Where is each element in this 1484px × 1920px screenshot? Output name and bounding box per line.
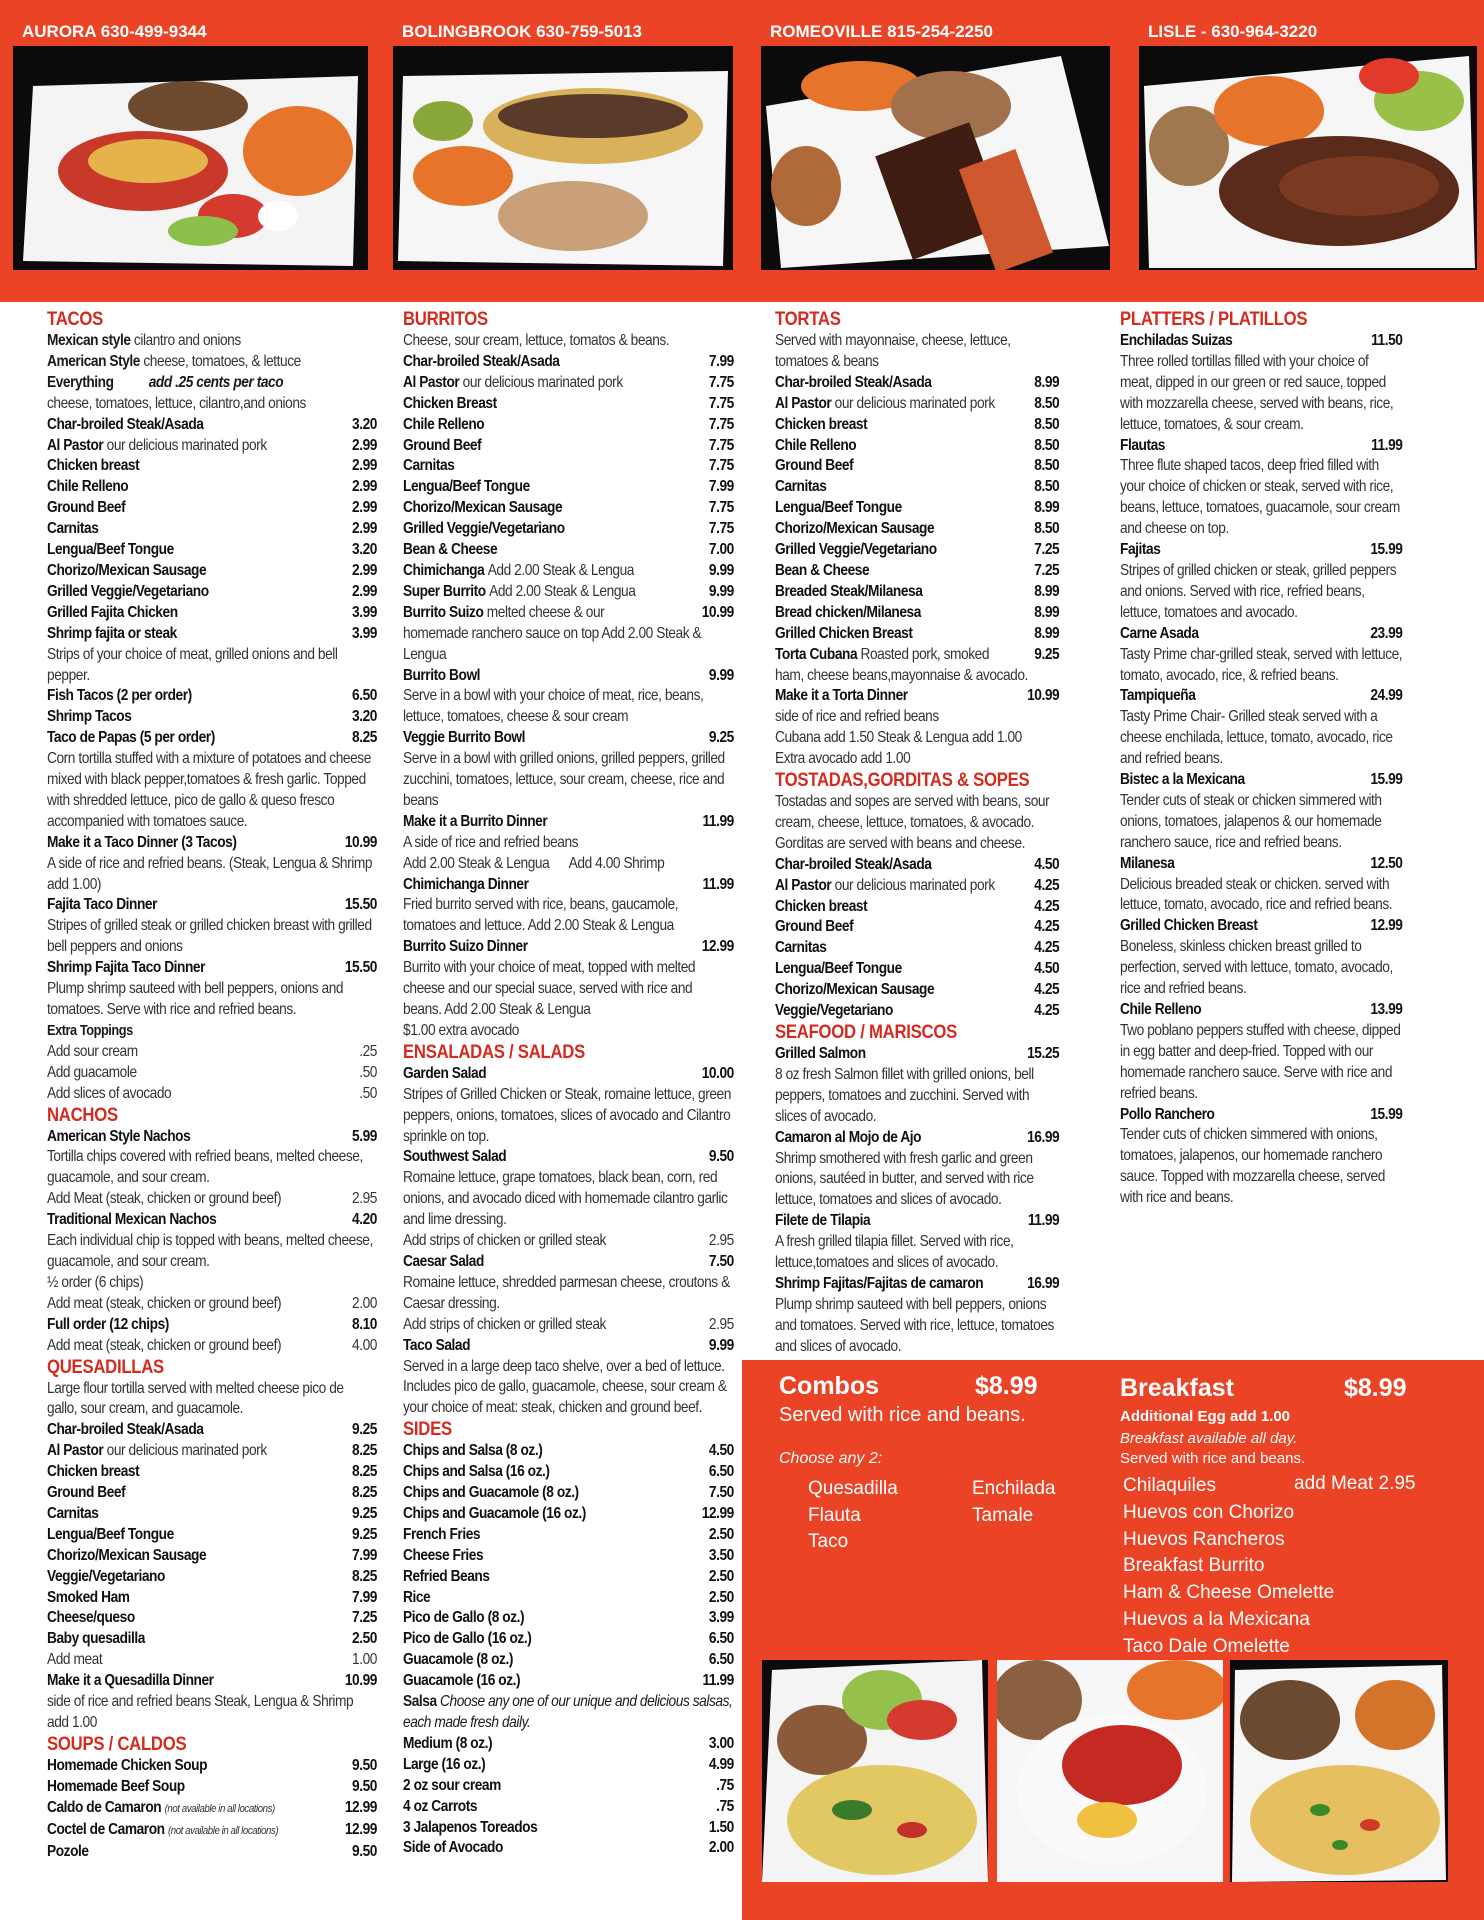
seafood-heading: SEAFOOD / MARISCOS (775, 1022, 957, 1043)
menu-item: Al Pastor our delicious marinated pork 4.25 (775, 876, 1060, 894)
menu-item: Chorizo/Mexican Sausage 2.99 (47, 561, 377, 579)
extra-toppings-title: Extra Toppings (47, 1022, 133, 1039)
item-desc: Tasty Prime char-grilled steak, served with lettuce, tomato, avocado, rice, & refried beans. (1120, 645, 1403, 684)
menu-item: Enchiladas Suizas 11.50 (1120, 332, 1403, 349)
menu-item: Ground Beef 7.75 (403, 436, 734, 454)
menu-item: Milanesa 12.50 (1120, 854, 1403, 872)
item-desc: Three rolled tortillas filled with your choice of meat, dipped in our green or red sauce, topped with mozzarella cheese, served with beans, rice, lettuce, tomatoes, & sour cream. (1120, 352, 1394, 433)
menu-item: Al Pastor our delicious marinated pork 8.50 (775, 394, 1060, 412)
menu-item: Fajitas 15.99 (1120, 541, 1403, 559)
breakfast-item: Chilaquiles (1123, 1475, 1216, 1496)
menu-item: Rice 2.50 (403, 1588, 734, 1606)
extra-topping-row: Add guacamole .50 (47, 1063, 377, 1081)
breakfast-available: Breakfast available all day. (1120, 1430, 1298, 1447)
menu-item: Bean & Cheese 7.00 (403, 541, 734, 559)
everything-desc: cheese, tomatoes, lettuce, cilantro,and onions (47, 394, 306, 412)
menu-item: Make it a Burrito Dinner 11.99 (403, 812, 734, 830)
item-desc: 8 oz fresh Salmon fillet with grilled onions, bell peppers, tomatoes and zucchini. Served with slices of avocado. (775, 1065, 1034, 1125)
menu-item: Chimichanga Dinner 11.99 (403, 875, 734, 893)
add-strips-row: Add strips of chicken or grilled steak 2.95 (403, 1315, 734, 1333)
menu-item: Chips and Salsa (16 oz.) 6.50 (403, 1463, 734, 1481)
item-desc: Tasty Prime Chair- Grilled steak served with a cheese enchilada, lettuce, tomato, avocado, rice and refried beans. (1120, 708, 1393, 768)
menu-item: Homemade Beef Soup 9.50 (47, 1777, 377, 1795)
menu-item: Lengua/Beef Tongue 8.99 (775, 499, 1060, 517)
menu-item: Medium (8 oz.) 3.00 (403, 1734, 734, 1752)
menu-item: Lengua/Beef Tongue 4.50 (775, 960, 1060, 978)
menu-item: Make it a Torta Dinner 10.99 (775, 687, 1060, 705)
breakfast-served: Served with rice and beans. (1120, 1450, 1306, 1467)
menu-item: Pico de Gallo (8 oz.) 3.99 (403, 1609, 734, 1627)
menu-item: Taco de Papas (5 per order) 8.25 (47, 729, 377, 747)
menu-item: Grilled Salmon 15.25 (775, 1045, 1060, 1062)
add-meat-row: Add meat (steak, chicken or ground beef) 2.00 (47, 1294, 377, 1312)
item-desc: Plump shrimp sauteed with bell peppers, onions and tomatoes. Served with rice, lettuce, tomatoes and slices of avocado. (775, 1295, 1054, 1355)
item-desc: Each individual chip is topped with beans, melted cheese, guacamole, and sour cream. (47, 1232, 373, 1270)
menu-item: Ground Beef 8.25 (47, 1484, 377, 1502)
add-meat-row: Add meat 1.00 (47, 1651, 377, 1669)
menu-item: Make it a Taco Dinner (3 Tacos) 10.99 (47, 833, 377, 851)
american-style-label: American Style (47, 352, 141, 370)
menu-item: Super Burrito Add 2.00 Steak & Lengua 9.99 (403, 582, 734, 600)
menu-item: Grilled Chicken Breast 12.99 (1120, 917, 1403, 935)
menu-item: Pico de Gallo (16 oz.) 6.50 (403, 1630, 734, 1648)
combos-title: Combos (779, 1372, 879, 1400)
breakfast-egg: Additional Egg add 1.00 (1120, 1408, 1291, 1425)
menu-item: Grilled Fajita Chicken 3.99 (47, 603, 377, 621)
menu-item: Coctel de Camaron (not available in all locations) 12.99 (47, 1820, 377, 1838)
menu-item: Carnitas 8.50 (775, 478, 1060, 496)
menu-item: Side of Avocado 2.00 (403, 1839, 734, 1857)
food-photo-rancheros (997, 1660, 1223, 1882)
food-photo-steak (761, 46, 1110, 270)
item-desc: Boneless, skinless chicken breast grilled to perfection, served with lettuce, tomato, avocado, rice and refried beans. (1120, 938, 1393, 998)
menu-item: French Fries 2.50 (403, 1525, 734, 1543)
item-desc: A fresh grilled tilapia fillet. Served with rice, lettuce,tomatoes and slices of avocado. (775, 1233, 1014, 1272)
menu-item: Pozole 9.50 (47, 1842, 377, 1860)
menu-item: Char-broiled Steak/Asada 3.20 (47, 415, 377, 433)
item-desc: Delicious breaded steak or chicken. served with lettuce, tomato, avocado, rice and refried beans. (1120, 875, 1393, 914)
combos-options-2 (972, 1476, 1055, 1529)
menu-item: Ground Beef 8.50 (775, 457, 1060, 475)
add-meat-row: Add meat (steak, chicken or ground beef) 4.00 (47, 1336, 377, 1354)
location-romeoville: ROMEOVILLE 815-254-2250 (770, 22, 993, 41)
food-photo-enchiladas (13, 46, 368, 270)
item-desc: A side of rice and refried beans. (Steak, Lengua & Shrimp add 1.00) (47, 854, 373, 893)
item-desc: Stripes of Grilled Chicken or Steak, romaine lettuce, green peppers, onions, tomatoes, slices of avocado and Cilantro sprinkle on top. (403, 1085, 731, 1145)
menu-item: Char-broiled Steak/Asada 9.25 (47, 1421, 377, 1439)
menu-item: Veggie Burrito Bowl 9.25 (403, 729, 734, 747)
combos-choose: Choose any 2: (779, 1450, 883, 1467)
menu-item: Shrimp Tacos 3.20 (47, 708, 377, 726)
soups-heading: SOUPS / CALDOS (47, 1733, 187, 1755)
location-bolingbrook: BOLINGBROOK 630-759-5013 (402, 22, 642, 41)
quesadillas-desc: Large flour tortilla served with melted cheese pico de gallo, sour cream, and guacamole. (47, 1379, 344, 1418)
menu-item: Grilled Veggie/Vegetariano 7.75 (403, 520, 734, 538)
menu-item: Chorizo/Mexican Sausage 7.75 (403, 499, 734, 517)
menu-item: Cheese/queso 7.25 (47, 1609, 377, 1627)
menu-item: Veggie/Vegetariano 8.25 (47, 1567, 377, 1585)
item-desc: Tender cuts of steak or chicken simmered with onions, tomatoes, jalapenos & our homemade ranchero sauce, rice and refried beans. (1120, 791, 1382, 851)
menu-item: Cheese Fries 3.50 (403, 1546, 734, 1564)
menu-item: Chile Relleno 7.75 (403, 415, 734, 433)
item-desc: Plump shrimp sauteed with bell peppers, onions and tomatoes. Serve with rice and refried beans. (47, 980, 344, 1018)
item-desc: Extra avocado add 1.00 (775, 750, 911, 768)
menu-column-1 (47, 309, 377, 1862)
menu-item: Carne Asada 23.99 (1120, 624, 1403, 642)
shrimp-fajita-desc: Strips of your choice of meat, grilled onions and bell pepper. (47, 645, 338, 684)
menu-item: Refried Beans 2.50 (403, 1567, 734, 1585)
tostadas-desc: Tostadas and sopes are served with beans, sour cream, cheese, lettuce, tomatoes, & avocado. Gorditas are served with beans and cheese. (775, 793, 1050, 852)
item-desc: $1.00 extra avocado (403, 1021, 519, 1039)
menu-item: Carnitas 2.99 (47, 520, 377, 538)
combo-option: Taco (808, 1531, 849, 1552)
menu-item: Shrimp fajita or steak 3.99 (47, 624, 377, 642)
breakfast-item: Huevos Rancheros (1123, 1528, 1285, 1550)
menu-item: Grilled Veggie/Vegetariano 7.25 (775, 541, 1060, 559)
item-desc: Stripes of grilled chicken or steak, grilled peppers and onions. Served with rice, refried beans, lettuce, tomatoes and avocado. (1120, 561, 1397, 621)
tortas-heading: TORTAS (775, 309, 841, 330)
breakfast-item: Breakfast Burrito (1123, 1555, 1265, 1577)
menu-item: Baby quesadilla 2.50 (47, 1630, 377, 1648)
menu-item: Southwest Salad 9.50 (403, 1148, 734, 1166)
menu-item: Chips and Guacamole (16 oz.) 12.99 (403, 1504, 734, 1522)
item-desc: Fried burrito served with rice, beans, gaucamole, tomatoes and lettuce. Add 2.00 Steak & Lengua (403, 896, 679, 935)
menu-item: Chimichanga Add 2.00 Steak & Lengua 9.99 (403, 561, 734, 579)
menu-item: Ground Beef 4.25 (775, 918, 1060, 936)
menu-item: Burrito Suizo Dinner 12.99 (403, 938, 734, 956)
menu-item: Garden Salad 10.00 (403, 1064, 734, 1082)
menu-item: Chile Relleno 2.99 (47, 478, 377, 496)
item-desc: Two poblano peppers stuffed with cheese, dipped in egg batter and deep-fried. Topped with our homemade ranchero sauce. Serve with rice and refried beans. (1120, 1021, 1401, 1102)
burritos-heading: BURRITOS (403, 309, 488, 330)
menu-item: Ground Beef 2.99 (47, 499, 377, 517)
menu-item: Chips and Salsa (8 oz.) 4.50 (403, 1442, 734, 1460)
menu-item: Guacamole (8 oz.) 6.50 (403, 1651, 734, 1669)
menu-item: Homemade Chicken Soup 9.50 (47, 1756, 377, 1774)
menu-item: Burrito Bowl 9.99 (403, 666, 734, 684)
breakfast-price: $8.99 (1344, 1374, 1407, 1402)
food-photo-omelette (1230, 1660, 1448, 1882)
item-desc: side of rice and refried beans Steak, Lengua & Shrimp add 1.00 (47, 1693, 354, 1731)
menu-item: 2 oz sour cream .75 (403, 1776, 734, 1794)
menu-item: American Style Nachos 5.99 (47, 1127, 377, 1145)
menu-item: Char-broiled Steak/Asada 7.99 (403, 352, 734, 370)
extra-topping-row: Add sour cream .25 (47, 1042, 377, 1060)
add-meat-row: Add Meat (steak, chicken or ground beef) 2.95 (47, 1190, 377, 1208)
item-desc: Served in a large deep taco shelve, over a bed of lettuce. Includes pico de gallo, guacamole, cheese, sour cream & your choice of meat: steak, chicken and ground beef. (403, 1357, 727, 1417)
menu-item: Traditional Mexican Nachos 4.20 (47, 1211, 377, 1229)
platters-heading: PLATTERS / PLATILLOS (1120, 309, 1308, 330)
breakfast-title: Breakfast (1120, 1374, 1234, 1402)
combo-option: Tamale (972, 1504, 1034, 1526)
item-desc: Tender cuts of chicken simmered with onions, tomatoes, jalapenos, our homemade ranchero sauce. Topped with mozzarella cheese, served with rice and beans. (1120, 1126, 1385, 1207)
menu-item: Chips and Guacamole (8 oz.) 7.50 (403, 1484, 734, 1502)
location-aurora: AURORA 630-499-9344 (22, 22, 207, 41)
food-photo-eggs (762, 1660, 988, 1882)
item-desc: Serve in a bowl with your choice of meat, rice, beans, lettuce, tomatoes, cheese & sour cream (403, 687, 704, 726)
quesadillas-heading: QUESADILLAS (47, 1356, 164, 1378)
mexican-style-label: Mexican style (47, 332, 131, 349)
combo-option: Flauta (808, 1504, 861, 1526)
menu-item: 3 Jalapenos Toreados 1.50 (403, 1818, 734, 1836)
breakfast-items (1123, 1473, 1334, 1661)
menu-item: Camaron al Mojo de Ajo 16.99 (775, 1128, 1060, 1146)
nachos-heading: NACHOS (47, 1104, 118, 1126)
item-desc: A side of rice and refried beans (403, 833, 579, 851)
menu-item: Torta Cubana Roasted pork, smoked 9.25 (775, 645, 1060, 663)
menu-item: Lengua/Beef Tongue 9.25 (47, 1525, 377, 1543)
food-photo-platter (1139, 46, 1477, 270)
menu-item: Burrito Suizo melted cheese & our 10.99 (403, 603, 734, 621)
menu-item: Flautas 11.99 (1120, 436, 1403, 454)
menu-column-2 (403, 309, 734, 1859)
menu-column-4 (1120, 309, 1402, 1209)
american-style-desc: cheese, tomatoes, & lettuce (143, 352, 301, 370)
combo-option: Enchilada (972, 1478, 1056, 1499)
item-desc: Tortilla chips covered with refried beans, melted cheese, guacamole, and sour cream. (47, 1148, 363, 1187)
menu-item: Breaded Steak/Milanesa 8.99 (775, 582, 1060, 600)
menu-item: Chicken breast 8.25 (47, 1463, 377, 1481)
menu-item: Filete de Tilapia 11.99 (775, 1212, 1060, 1230)
breakfast-item: Huevos con Chorizo (1123, 1501, 1295, 1523)
menu-item: Chicken breast 2.99 (47, 457, 377, 475)
menu-item: Chile Relleno 13.99 (1120, 1001, 1403, 1018)
menu-item: Shrimp Fajitas/Fajitas de camaron 16.99 (775, 1274, 1060, 1292)
menu-item: Large (16 oz.) 4.99 (403, 1755, 734, 1773)
menu-item: Veggie/Vegetariano 4.25 (775, 1002, 1060, 1020)
menu-item: Lengua/Beef Tongue 7.99 (403, 478, 734, 496)
papas-desc: Corn tortilla stuffed with a mixture of potatoes and cheese mixed with black pepper,tomatoes & fresh garlic. Topped with shredded lettuce, pico de gallo & queso fresco accompanied with tomatoes sauce. (47, 750, 371, 830)
item-desc: Cubana add 1.50 Steak & Lengua add 1.00 (775, 729, 1022, 747)
tostadas-heading: TOSTADAS,GORDITAS & SOPES (775, 770, 1030, 792)
item-desc: Shrimp smothered with fresh garlic and green onions, sautéed in butter, and served with rice lettuce, tomatoes and slices of avocado. (775, 1149, 1034, 1209)
menu-item: Caesar Salad 7.50 (403, 1252, 734, 1270)
menu-item: Caldo de Camaron (not available in all locations) 12.99 (47, 1798, 377, 1816)
menu-item: Fajita Taco Dinner 15.50 (47, 896, 377, 914)
menu-item: Smoked Ham 7.99 (47, 1588, 377, 1606)
menu-item: Chicken Breast 7.75 (403, 394, 734, 412)
menu-item: Chicken breast 4.25 (775, 897, 1060, 915)
breakfast-meat: add Meat 2.95 (1294, 1473, 1416, 1494)
menu-item: Bean & Cheese 7.25 (775, 561, 1060, 579)
combos-price: $8.99 (975, 1372, 1038, 1400)
menu-item: 4 oz Carrots .75 (403, 1797, 734, 1815)
everything-label: Everything (47, 373, 114, 391)
menu-column-3 (775, 309, 1059, 1358)
item-desc: Romaine lettuce, shredded parmesan cheese, croutons & Caesar dressing. (403, 1273, 730, 1312)
menu-item: Carnitas 4.25 (775, 939, 1060, 957)
item-desc: homemade ranchero sauce on top Add 2.00 Steak & Lengua (403, 624, 702, 663)
menu-item: Chile Relleno 8.50 (775, 436, 1060, 454)
menu-item: Fish Tacos (2 per order) 6.50 (47, 687, 377, 705)
menu-item: Al Pastor our delicious marinated pork 8.25 (47, 1442, 377, 1460)
menu-item: Pollo Ranchero 15.99 (1120, 1105, 1403, 1123)
item-desc: ham, cheese beans,mayonnaise & avocado. (775, 666, 1028, 684)
menu-item: Carnitas 7.75 (403, 457, 734, 475)
menu-item: Guacamole (16 oz.) 11.99 (403, 1672, 734, 1690)
menu-item: Shrimp Fajita Taco Dinner 15.50 (47, 959, 377, 977)
menu-item: Chorizo/Mexican Sausage 8.50 (775, 520, 1060, 538)
item-desc: Three flute shaped tacos, deep fried filled with your choice of chicken or steak, served with rice, beans, lettuce, tomatoes, guacamole, sour cream and cheese on top. (1120, 457, 1400, 538)
food-photo-tacos (393, 46, 733, 270)
add-strips-row: Add strips of chicken or grilled steak 2.95 (403, 1232, 734, 1250)
menu-item: Full order (12 chips) 8.10 (47, 1315, 377, 1333)
combo-option: Quesadilla (808, 1478, 898, 1499)
menu-item: Carnitas 9.25 (47, 1504, 377, 1522)
combos-sub: Served with rice and beans. (779, 1404, 1026, 1426)
menu-item: Chicken breast 8.50 (775, 415, 1060, 433)
extra-topping-row: Add slices of avocado .50 (47, 1084, 377, 1102)
menu-item: Taco Salad 9.99 (403, 1336, 734, 1354)
menu-item: Tampiqueña 24.99 (1120, 687, 1403, 705)
everything-note: add .25 cents per taco (148, 373, 284, 391)
sides-heading: SIDES (403, 1419, 452, 1441)
menu-item: Char-broiled Steak/Asada 4.50 (775, 855, 1060, 873)
location-lisle: LISLE - 630-964-3220 (1148, 22, 1318, 41)
menu-item: Al Pastor our delicious marinated pork 7.75 (403, 373, 734, 391)
item-desc: Romaine lettuce, grape tomatoes, black bean, corn, red onions, and avocado diced with homemade cilantro garlic and lime dressing. (403, 1169, 728, 1229)
menu-item: Grilled Chicken Breast 8.99 (775, 624, 1060, 642)
menu-item: Chorizo/Mexican Sausage 4.25 (775, 981, 1060, 999)
item-desc: Add 2.00 Steak & Lengua Add 4.00 Shrimp (403, 854, 665, 872)
half-order: ½ order (6 chips) (47, 1273, 144, 1291)
combos-options-1 (808, 1476, 898, 1556)
menu-item: Grilled Veggie/Vegetariano 2.99 (47, 582, 377, 600)
burritos-desc: Cheese, sour cream, lettuce, tomatos & beans. (403, 332, 670, 349)
breakfast-item: Huevos a la Mexicana (1123, 1608, 1310, 1630)
tortas-desc: Served with mayonnaise, cheese, lettuce, tomatoes & beans (775, 332, 1011, 370)
mexican-style-desc: cilantro and onions (133, 332, 241, 349)
item-desc: Stripes of grilled steak or grilled chicken breast with grilled bell peppers and onions (47, 917, 372, 956)
menu-item: Al Pastor our delicious marinated pork 2.99 (47, 436, 377, 454)
item-desc: Burrito with your choice of meat, topped with melted cheese and our special suace, served with rice and beans. Add 2.00 Steak & Lengua (403, 959, 696, 1018)
menu-item: Bistec a la Mexicana 15.99 (1120, 771, 1403, 789)
menu-item: Char-broiled Steak/Asada 8.99 (775, 373, 1060, 391)
salsa-row: Salsa Choose any one of our unique and delicious salsas, each made fresh daily. (403, 1693, 733, 1731)
item-desc: side of rice and refried beans (775, 708, 939, 726)
menu-item: Chorizo/Mexican Sausage 7.99 (47, 1546, 377, 1564)
breakfast-item: Ham & Cheese Omelette (1123, 1582, 1335, 1604)
breakfast-item: Taco Dale Omelette (1123, 1635, 1290, 1657)
salads-heading: ENSALADAS / SALADS (403, 1041, 585, 1063)
tacos-heading: TACOS (47, 309, 103, 330)
item-desc: Serve in a bowl with grilled onions, grilled peppers, grilled zucchini, tomatoes, lettuce, sour cream, cheese, rice and beans (403, 750, 725, 809)
menu-item: Lengua/Beef Tongue 3.20 (47, 541, 377, 559)
menu-item: Bread chicken/Milanesa 8.99 (775, 603, 1060, 621)
menu-item: Make it a Quesadilla Dinner 10.99 (47, 1672, 377, 1690)
